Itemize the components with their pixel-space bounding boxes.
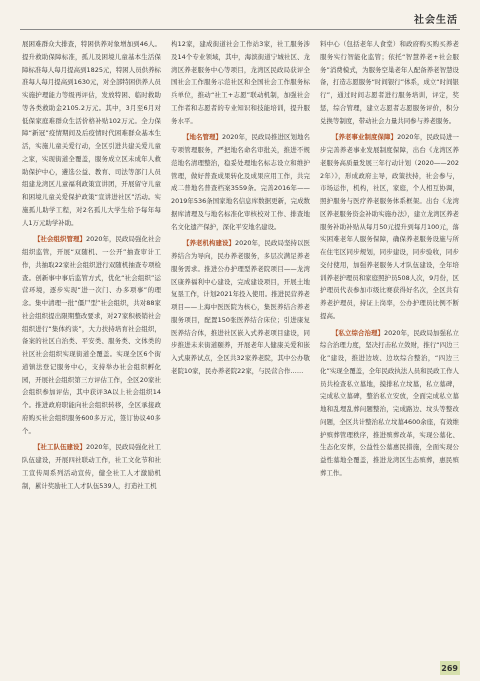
page-number: 269 <box>441 664 458 673</box>
paragraph-heading: 【地名管理】 <box>183 133 223 142</box>
section-paragraph <box>22 441 161 492</box>
paragraph-body: 2020年，民政局坚持以医养结合为导向，民办养老服务，多层次满足养老服务需求。推进公办护理型养老院项目——龙湾区康养福利中心建设，完成建设项目，开展土地复垦工作，计划2021年投入使用。推进民营养老项目——上海中医医院为核心，集医养结合养老服务项目，配置150张医养结合床位；引进康复医养结合体，推进社区嵌入式养老项目建设，同步推进未来街道颐养，开展老年人健康关爱和嵌入式康养试点，全区共32家养老院，其中公办敬老院10家，民办养老院22家，与民营合作…… <box>171 239 310 375</box>
paragraph-body: 2020年，民政局推进区划地名专项管理服务，严把地名命名审批关，推进不规范地名清理整治，稳妥处理地名标志设立和维护管理，做好普查成果转化及成果应用工作，共完成二普地名普查档案3559条。完善2016年——2019年536条国家地名信息库数据更新，完成数据库清理及与地名标准化审核校对工作、排查地名文化遗产保护，深化平安地名建设。 <box>171 133 310 231</box>
paragraph-heading: 【私立综合治理】 <box>332 328 385 337</box>
column-2 <box>171 38 310 653</box>
text-columns <box>22 38 460 653</box>
paragraph-body: 展困难群众大排查，特困供养对象增加到46人。提升救助保障标准，孤儿及困境儿童基本生活保障标准每人每月提高到1825元，特困人员供养标准每人每月提高到1630元，对全部特困供养人员实施护理能力等级再评估，发放特困、临时救助等各类救助金2105.2万元。其中，3月至6月对低保家庭难群众生活价格补贴102万元。全力保障“新冠”疫情期间及后疫情时代困难群众基本生活，实施儿童关爱行动，全区引进共建关爱儿童之家，实现街道全覆盖，服务成立区未成年人救助保护中心，遴选公益、教育、司法等部门人员组建龙湾区儿童福利政策宣讲团，开展留守儿童和困境儿童关爱保护政策“宣讲进社区”活动。实施孤儿助学工程，对2名孤儿大学生给予每年每人1万元助学补助。 <box>22 40 161 227</box>
continued-paragraph <box>171 38 310 127</box>
paragraph-heading: 【养老事业制度保障】 <box>332 133 398 142</box>
section-paragraph <box>22 233 161 437</box>
section-paragraph <box>171 237 310 377</box>
section-paragraph <box>320 131 459 322</box>
column-1 <box>22 38 161 653</box>
paragraph-body: 2020年，民政局强化社会组织监管，开展“双随机、一公开”抽查审计工作，共抽取22家社会组织进行双随机抽查专项检查。创新事中事后监管方式，优化“社会组织”运营环境，逐步实现“进一次门、办多项事”的理念。集中清理一批“僵尸型”社会组织，共对88家社会组织提出限期整改要求，对27家积极销社会组织进行“集体约谈”，大力扶持培育社会组织，备案的社区自治类、平安类、服务类、文体类的社区社会组织实现街道全覆盖。实现全区6个街道镇法登记服务中心，支持举办社会组织孵化园，开展社会组织第三方评估工作，全区20家社会组织参加评估，其中获评3A以上社会组织14个。推进政府职能向社会组织转移，全区承接政府购买社会组织服务600多万元，签订协议40多个。 <box>22 235 161 435</box>
paragraph-body: 2020年，民政局强化社工队伍建设，开展四社联动工作，社工文化节和社工宣传周系列活动宣传，健全社工人才激励机制，累计奖励社工人才队伍539人，打造社工机 <box>22 443 161 490</box>
section-title: 社会生活 <box>414 15 458 26</box>
paragraph-body: 构12家，建成街道社会工作站3家，社工服务涉及14个专业领域，其中，海滨街道宁城社区、龙湾区养老服务中心等项目，龙湾区民政局获评全国社会工作服务示范社区和全国社会工作服务标兵单位，推动“社工+志愿”联动机制，加强社会工作者和志愿者的专业知识和技能培训，提升服务水平。 <box>171 40 310 125</box>
paragraph-body: 2020年，民政局加强私立综合治理力度，坚决打击私立敛财，推行“四边三化”建设，推进边坡、边坎综合整治，“四边三化”实现全覆盖，全年民政执法人员和民政工作人员共检查私立墓地，摸排私立坟墓，私立墓碑，完成私立墓碑，整治私立安放，全面完成私立墓地和乱埋乱葬问题整治，完成路边、坟头等整改问题，全区共计整治私立坟墓4600余座，有效维护殡葬管理秩序，推进殡葬改革，实现公墓化、生态化安葬，公益性公墓惠民措施，全面实现公益性墓地全覆盖，推进龙湾区生态殡葬，惠民殡葬工作。 <box>320 328 459 477</box>
paragraph-body: 料中心（包括老年人食堂）和政府购买购买养老服务实行智能化监管；依托“智慧养老+社会服务”消费模式，为服务空巢老年人配备养老智慧设备，打造志愿服务“时间银行”体系，成立“时间银行”，通过时间志愿者进行服务培训，评定，奖惩，综合管理，建立志愿者志愿服务评价，积分兑换等制度，带动社会力量共同参与养老服务。 <box>320 40 459 125</box>
column-3 <box>320 38 459 653</box>
section-paragraph <box>171 131 310 233</box>
paragraph-heading: 【社工队伍建设】 <box>34 443 87 452</box>
paragraph-body: 2020年，民政局进一步完善养老事业发展制度保障，出台《龙湾区养老服务高质量发展三年行动计划（2020——2022年）》，形成政府主导，政策扶持，社会参与，市场运作，机构，社区，家庭，个人相互协调，照护服务与医疗养老服务体系框架。出台《龙湾区养老服务资金补助实施办法》，建立龙湾区养老服务补助补贴从每月50元提升到每月100元，落实困难老年人服务保障，确保养老服务设施与所在住宅区同步规划，同步建设，同步验收，同步交付使用，加强养老服务人才队伍建设，全年培训养老护理员和家庭照护员508人次，9月份，区护理员代表参加市级比赛获得好名次，全区共有养老护理员，持证上岗率，公办护理员比例不断提高。 <box>320 133 459 320</box>
section-paragraph <box>320 327 459 480</box>
paragraph-heading: 【社会组织管理】 <box>34 235 87 244</box>
header-divider <box>20 29 460 30</box>
continued-paragraph <box>22 38 161 229</box>
paragraph-heading: 【养老机构建设】 <box>183 239 236 248</box>
continued-paragraph <box>320 38 459 127</box>
